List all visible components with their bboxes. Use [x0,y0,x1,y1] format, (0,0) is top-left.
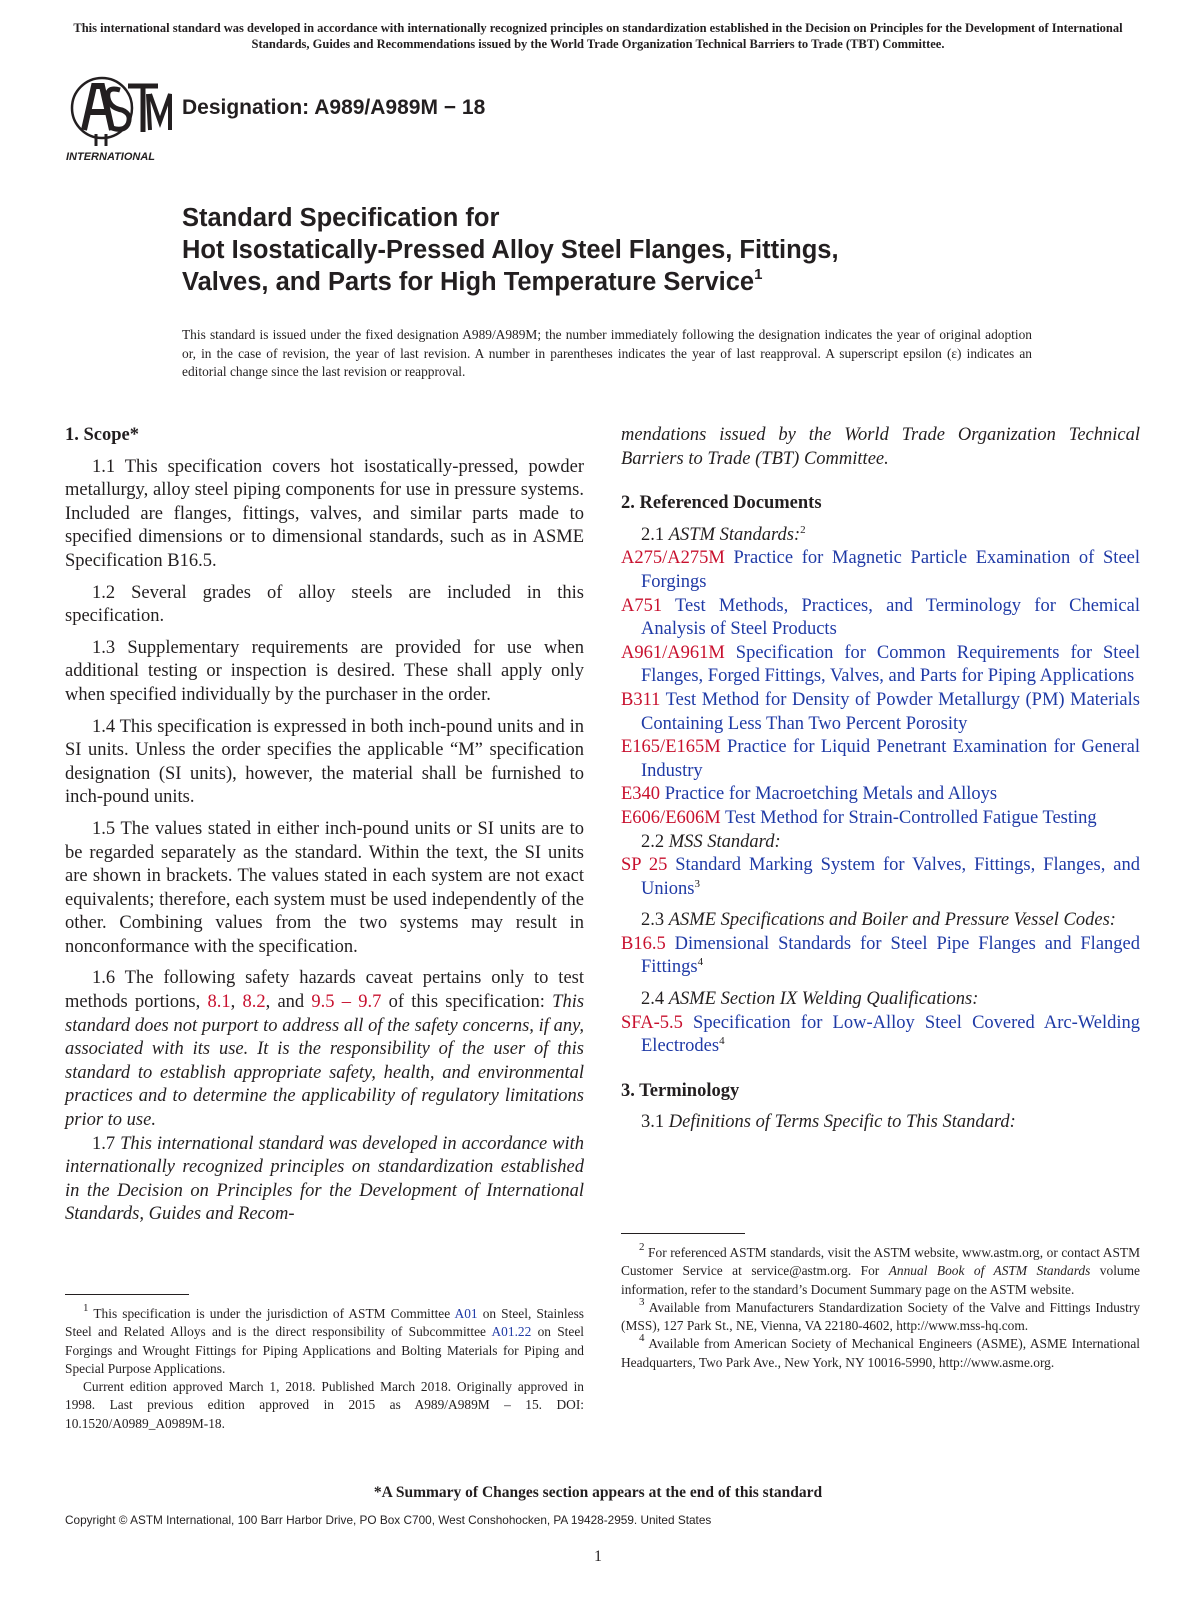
sub-2-1-title: ASTM Standards: [668,524,801,545]
footnote-1-text-a: This specification is under the jurisdiction of ASTM Committee [93,1306,451,1321]
footnote-3-mark: 3 [639,1295,645,1308]
logo-wordmark: INTERNATIONAL [66,151,156,163]
reference-item [621,854,1140,901]
safety-caveat: This standard does not purport to address all of the safety concerns, if any, associated with its use. It is the responsibility of the user of this standard to establish appropriate safety, health, and environmental practices and to determine the applicability of regulatory limitations prior to use. [65,992,585,1131]
footnote-ref-4[interactable]: 4 [719,1035,725,1048]
reference-title[interactable]: Practice for Magnetic Particle Examination of Steel Forgings [641,548,1141,592]
footnote-2-text-b: volume information, refer to the standard’s Document Summary page on the ASTM website. [621,1263,1140,1297]
para-1-6-text: 1.6 The following safety hazards caveat pertains only to test methods portions, [65,968,584,1013]
title-footnote-mark[interactable]: 1 [754,266,763,283]
sub-2-3-number: 2.3 [641,910,665,931]
footnote-1 [65,1302,585,1378]
sub-3-1-title: Definitions of Terms Specific to This Standard: [668,1112,1016,1133]
para-1-7-number: 1.7 [92,1133,116,1154]
left-column [65,424,584,1227]
footnote-ref-3[interactable]: 3 [694,877,700,890]
section-refdocs-heading: 2. Referenced Documents [621,493,822,514]
designation: Designation: A989/A989M − 18 [182,96,486,119]
footnote-ref-2[interactable]: 2 [800,523,806,536]
para-1-6 [65,967,584,1132]
reference-title[interactable]: Standard Marking System for Valves, Fittings, Flanges, and Unions [641,855,1140,899]
astm-reference-list [621,547,1140,830]
and-text: , and [265,992,305,1013]
para-1-7-text: This international standard was developed in accordance with internationally recognized principles on standardization established in the Decision on Principles for the Development of International Standards, Guides and Recom- [65,1133,585,1225]
issue-note: This standard is issued under the fixed designation A989/A989M; the number immediately following the designation indicates the year of original adoption or, in the case of revision, the year of last revision. A number in parentheses indicates the year of last reapproval. A superscript epsilon (ε) indicates an editorial change since the last revision or reapproval. [182,327,1032,379]
section-scope-heading: 1. Scope* [65,425,139,445]
reference-item [621,807,1140,831]
reference-item [621,1012,1140,1059]
reference-code[interactable]: SFA-5.5 [621,1012,683,1033]
astm-logo [62,72,172,164]
reference-code[interactable]: B311 [621,689,661,710]
reference-title[interactable]: Specification for Low-Alloy Steel Covered Arc-Welding Electrodes [641,1012,1140,1057]
copyright-line: Copyright © ASTM International, 100 Barr Harbor Drive, PO Box C700, West Conshohocken, PA 19428-2959. United States [65,1513,712,1527]
footnote-2-text-a: For referenced ASTM standards, visit the ASTM website, www.astm.org, or contact ASTM Customer Service at service@astm.org. For [621,1245,1140,1279]
sub-2-2-title: MSS Standard: [668,831,781,852]
reference-item [621,642,1140,689]
title-line-3-text: Valves, and Parts for High Temperature Service [182,268,755,296]
title-line-3 [182,266,1082,298]
para-1-5: 1.5 The values stated in either inch-pound units or SI units are to be regarded separately as the standard. Within the text, the SI units are shown in brackets. The values stated in each system are not exact equivalents; therefore, each system must be used independently of the other. Combining values from the two systems may result in nonconformance with the specification. [65,818,584,957]
right-column [621,424,1140,1135]
sub-2-4-title: ASME Section IX Welding Qualifications: [668,989,979,1010]
title-line-1: Standard Specification for [182,204,500,232]
reference-code[interactable]: A751 [621,595,663,616]
reference-item [621,595,1140,642]
footnote-rule-left [65,1294,189,1295]
reference-title[interactable]: Test Methods, Practices, and Terminology for Chemical Analysis of Steel Products [641,595,1140,640]
para-1-4: 1.4 This specification is expressed in both inch-pound units and in SI units. Unless the order specifies the applicable “M” specification designation (SI units), however, the material shall be furnished to inch-pound units. [65,716,584,808]
para-1-2: 1.2 Several grades of alloy steels are included in this specification. [65,582,584,627]
footnote-2-italic: Annual Book of ASTM Standards [888,1263,1091,1279]
sub-2-1-number: 2.1 [641,524,665,545]
page-number: 1 [594,1548,602,1565]
footnote-1-text-c: on Steel Forgings and Wrought Fittings for Piping Applications and Bolting Materials for Piping and Special Purpose Applications. [65,1324,584,1376]
mss-standard-label [621,831,1140,855]
reference-code[interactable]: A961/A961M [621,642,725,663]
link-8-2[interactable]: 8.2 [242,992,266,1013]
link-a01-22[interactable]: A01.22 [491,1324,532,1340]
reference-code[interactable]: SP 25 [621,855,668,876]
para-1-7 [65,1133,584,1227]
reference-item [621,736,1140,783]
section-terminology-heading: 3. Terminology [621,1080,740,1101]
asme-spec-label [621,909,1140,933]
para-1-1: 1.1 This specification covers hot isostatically-pressed, powder metallurgy, alloy steel piping components for use in pressure systems. Included are flanges, fittings, valves, and similar parts made to specified dimensions or to dimensional standards, such as in ASME Specification B16.5. [65,456,584,571]
footnote-rule-right [621,1233,745,1234]
link-8-1[interactable]: 8.1 [207,992,231,1013]
reference-title[interactable]: Test Method for Strain-Controlled Fatigue Testing [725,807,1097,828]
footnote-1-edition: Current edition approved March 1, 2018. Published March 2018. Originally approved in 1998. Last previous edition approved in 2015 as A989/A989M – 15. DOI: 10.1520/A0989_A0989M-18. [65,1379,584,1431]
reference-code[interactable]: E165/E165M [621,737,721,758]
top-notice: This international standard was developed in accordance with internationally recognized principles on standardization established in the Decision on Principles for the Development of International Standards, Guides and Recommendations issued by the World Trade Organization Technical Barriers to Trade (TBT) Committee. [73,21,1123,51]
para-1-7-continued: mendations issued by the World Trade Organization Technical Barriers to Trade (TBT) Committee. [621,425,1140,469]
footnote-3 [621,1295,1141,1336]
document-title [182,202,1082,298]
terminology-3-1 [621,1111,1140,1135]
asme-ix-label [621,988,1140,1012]
reference-title[interactable]: Specification for Common Requirements for Steel Flanges, Forged Fittings, Valves, and Parts for Piping Applications [641,642,1141,687]
reference-item [621,689,1140,736]
footnotes-right [621,1241,1141,1372]
reference-title[interactable]: Practice for Liquid Penetrant Examination for General Industry [641,737,1140,781]
title-line-2: Hot Isostatically-Pressed Alloy Steel Flanges, Fittings, [182,236,839,264]
reference-code[interactable]: E606/E606M [621,807,721,828]
reference-item [621,783,1140,807]
footnote-4-text: Available from American Society of Mechanical Engineers (ASME), ASME International Headquarters, Two Park Ave., New York, NY 10016-5990, http://www.asme.org. [621,1336,1141,1370]
reference-item [621,933,1140,980]
link-a01[interactable]: A01 [454,1306,478,1321]
footnote-4-mark: 4 [639,1332,645,1345]
reference-title[interactable]: Dimensional Standards for Steel Pipe Flanges and Flanged Fittings [641,933,1140,978]
footnote-3-text: Available from Manufacturers Standardization Society of the Valve and Fittings Industry (MSS), 127 Park St., NE, Vienna, VA 22180-4602, http://www.mss-hq.com. [621,1299,1141,1334]
footnotes-left [65,1302,585,1433]
reference-code[interactable]: A275/A275M [621,548,725,569]
summary-of-changes-note: *A Summary of Changes section appears at the end of this standard [373,1484,823,1501]
reference-item [621,547,1140,594]
reference-title[interactable]: Practice for Macroetching Metals and Alloys [664,784,998,805]
footnote-1-text-b: on Steel, Stainless Steel and Related Alloys and is the direct responsibility of Subcommittee [65,1306,585,1340]
reference-code[interactable]: E340 [621,784,661,805]
footnote-4 [621,1332,1141,1372]
para-1-6-text-end: of this specification: [388,992,545,1013]
link-9-5-9-7[interactable]: 9.5 – 9.7 [311,992,382,1013]
sub-2-3-title: ASME Specifications and Boiler and Pressure Vessel Codes: [668,910,1116,931]
reference-title[interactable]: Test Method for Density of Powder Metallurgy (PM) Materials Containing Less Than Two Percent Porosity [641,689,1140,734]
sub-2-2-number: 2.2 [641,831,665,852]
reference-code[interactable]: B16.5 [621,933,666,954]
para-1-3: 1.3 Supplementary requirements are provided for use when additional testing or inspection is desired. These shall apply only when specified individually by the purchaser in the order. [65,637,584,705]
astm-standards-label [621,524,1140,548]
sub-2-4-number: 2.4 [641,989,665,1010]
sub-3-1-number: 3.1 [641,1112,665,1133]
footnote-2-mark: 2 [639,1241,645,1253]
footnote-1-mark: 1 [83,1302,89,1314]
footnote-ref-4[interactable]: 4 [697,956,704,969]
comma: , [230,992,236,1013]
footnote-2 [621,1241,1140,1299]
